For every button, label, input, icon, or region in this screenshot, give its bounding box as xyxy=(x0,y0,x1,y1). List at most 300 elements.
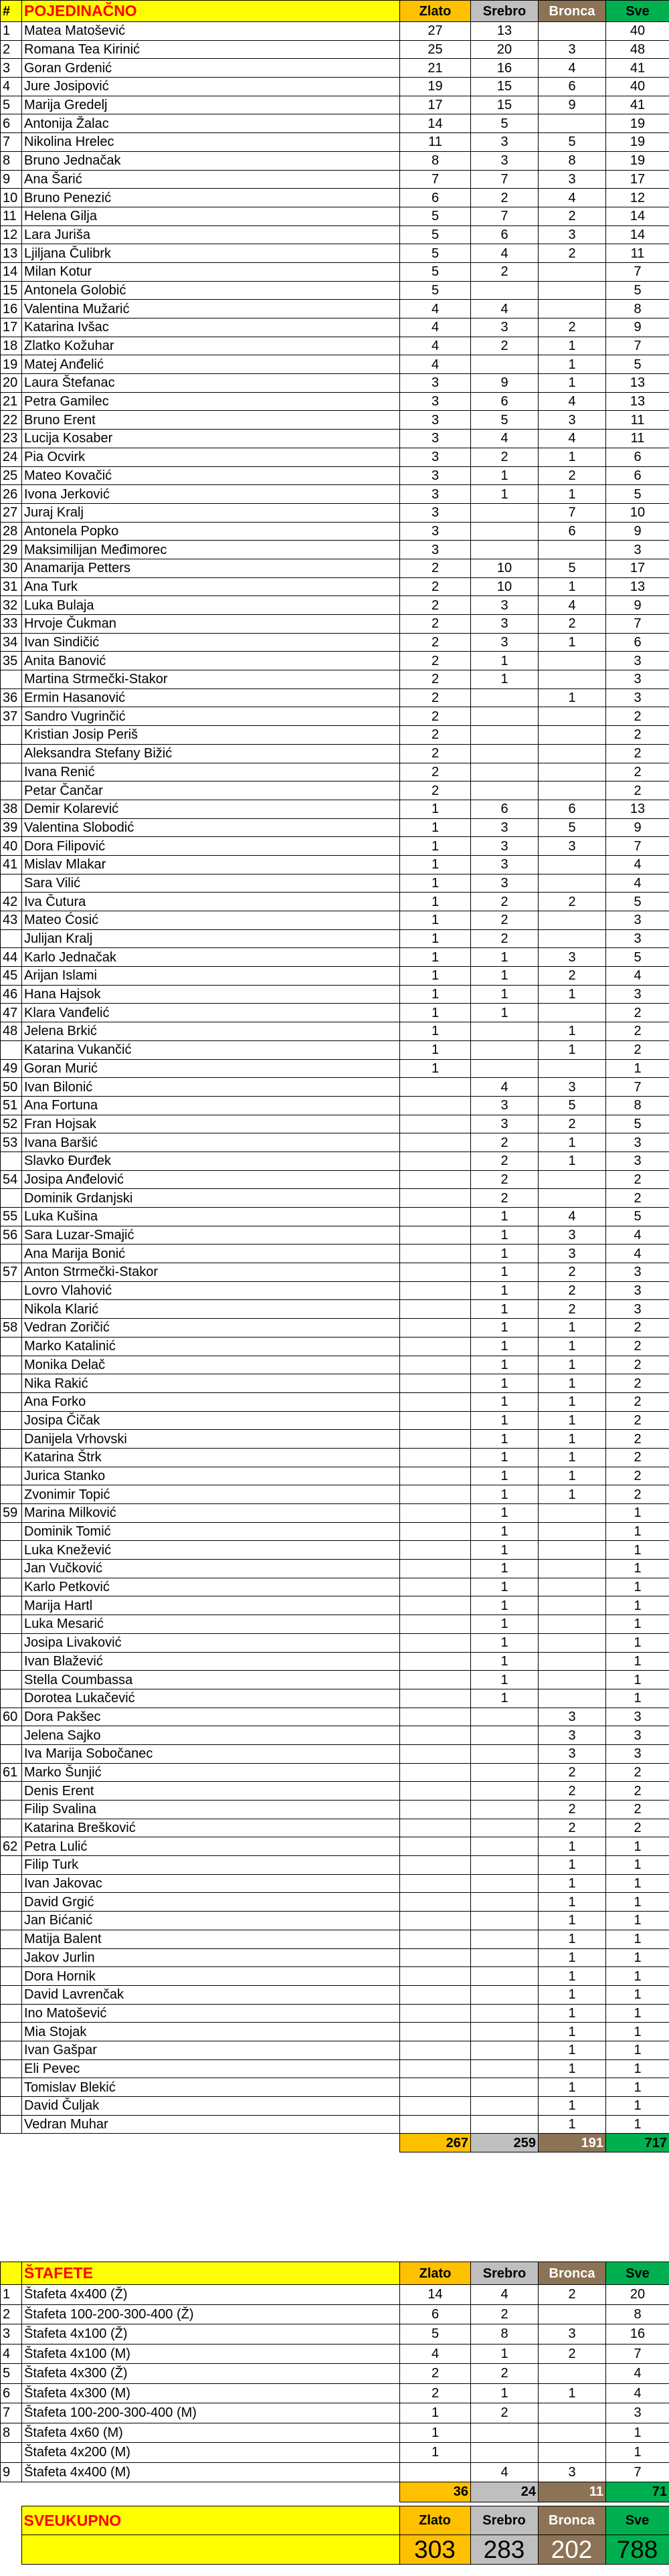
individual-silver-cell: 1 xyxy=(471,1263,539,1282)
individual-gold-cell: 1 xyxy=(400,837,471,856)
individual-rank-cell: 22 xyxy=(1,411,22,430)
overall-bronze-total: 202 xyxy=(538,2535,605,2565)
individual-name-cell: Zvonimir Topić xyxy=(22,1485,400,1504)
individual-row xyxy=(1,1726,669,1745)
relay-header-row xyxy=(1,2262,669,2285)
individual-total-cell: 5 xyxy=(606,1115,669,1133)
individual-rank-cell xyxy=(1,2004,22,2023)
individual-bronze-cell: 2 xyxy=(539,244,606,263)
individual-total-cell: 3 xyxy=(606,985,669,1004)
relay-silver-cell: 1 xyxy=(471,2383,539,2403)
individual-rank-cell xyxy=(1,1893,22,1912)
individual-name-cell: Petra Gamilec xyxy=(22,392,400,411)
individual-gold-cell: 1 xyxy=(400,818,471,837)
individual-gold-cell xyxy=(400,1819,471,1837)
individual-total-cell: 17 xyxy=(606,170,669,189)
individual-bronze-cell: 4 xyxy=(539,596,606,615)
individual-bronze-cell: 1 xyxy=(539,337,606,355)
relay-total-cell: 4 xyxy=(606,2383,669,2403)
individual-row xyxy=(1,985,669,1004)
individual-rank-cell xyxy=(1,1392,22,1411)
individual-name-cell: Kristian Josip Periš xyxy=(22,726,400,745)
individual-gold-cell xyxy=(400,1912,471,1930)
relay-silver-cell: 2 xyxy=(471,2403,539,2423)
individual-silver-cell: 1 xyxy=(471,1633,539,1652)
individual-bronze-cell: 1 xyxy=(539,1448,606,1467)
individual-rank-cell xyxy=(1,1744,22,1763)
individual-name-cell: Marija Hartl xyxy=(22,1596,400,1615)
individual-gold-cell: 1 xyxy=(400,948,471,967)
individual-silver-cell: 1 xyxy=(471,1671,539,1689)
individual-name-cell: Iva Čutura xyxy=(22,893,400,911)
individual-row xyxy=(1,1930,669,1948)
individual-rank-cell: 17 xyxy=(1,318,22,337)
relay-gold-cell: 14 xyxy=(400,2285,471,2305)
individual-gold-total: 267 xyxy=(400,2134,471,2152)
individual-row xyxy=(1,2023,669,2041)
individual-bronze-cell: 1 xyxy=(539,1912,606,1930)
individual-silver-cell: 7 xyxy=(471,170,539,189)
individual-total-cell: 2 xyxy=(606,1485,669,1504)
individual-total-cell: 4 xyxy=(606,1226,669,1245)
individual-row xyxy=(1,207,669,225)
individual-rank-cell xyxy=(1,1819,22,1837)
individual-total-cell: 11 xyxy=(606,411,669,430)
individual-bronze-cell: 1 xyxy=(539,633,606,652)
individual-silver-cell: 1 xyxy=(471,1504,539,1523)
individual-row xyxy=(1,1652,669,1671)
individual-total-cell: 1 xyxy=(606,1948,669,1967)
individual-silver-cell: 1 xyxy=(471,1485,539,1504)
individual-silver-cell: 3 xyxy=(471,818,539,837)
individual-name-cell: David Lavrenčak xyxy=(22,1985,400,2004)
individual-bronze-cell xyxy=(539,1596,606,1615)
individual-total-cell: 2 xyxy=(606,726,669,745)
individual-rank-cell: 13 xyxy=(1,244,22,263)
relay-name-cell: Štafeta 4x100 (Ž) xyxy=(22,2324,400,2344)
individual-total-cell: 3 xyxy=(606,688,669,707)
individual-bronze-cell: 2 xyxy=(539,466,606,485)
individual-name-cell: Jelena Sajko xyxy=(22,1726,400,1745)
individual-row xyxy=(1,2041,669,2059)
individual-name-cell: Ivan Bilonić xyxy=(22,1078,400,1097)
individual-name-cell: Slavko Đurđek xyxy=(22,1152,400,1170)
individual-row xyxy=(1,633,669,652)
individual-row xyxy=(1,1819,669,1837)
individual-total-cell: 5 xyxy=(606,1208,669,1226)
individual-total-cell: 1 xyxy=(606,1633,669,1652)
individual-row xyxy=(1,2004,669,2023)
overall-bronze-header: Bronca xyxy=(538,2506,605,2535)
individual-total-cell: 8 xyxy=(606,300,669,318)
individual-row xyxy=(1,1744,669,1763)
individual-silver-cell: 6 xyxy=(471,800,539,818)
individual-name-cell: Valentina Slobodić xyxy=(22,818,400,837)
individual-rank-cell xyxy=(1,874,22,893)
individual-name-cell: Vedran Zoričić xyxy=(22,1319,400,1338)
individual-bronze-cell: 3 xyxy=(539,1726,606,1745)
individual-silver-cell: 2 xyxy=(471,1170,539,1189)
individual-name-cell: Lovro Vlahović xyxy=(22,1281,400,1300)
relay-name-cell: Štafeta 4x60 (M) xyxy=(22,2423,400,2443)
individual-total-cell: 5 xyxy=(606,948,669,967)
individual-name-cell: Matea Matošević xyxy=(22,22,400,41)
relay-row xyxy=(1,2403,669,2423)
individual-silver-cell: 1 xyxy=(471,1578,539,1596)
individual-silver-cell: 1 xyxy=(471,1652,539,1671)
individual-gold-cell xyxy=(400,1392,471,1411)
individual-gold-cell: 7 xyxy=(400,170,471,189)
individual-total-cell: 6 xyxy=(606,448,669,466)
individual-total-cell: 1 xyxy=(606,1059,669,1078)
individual-total-cell: 13 xyxy=(606,577,669,596)
individual-rank-cell xyxy=(1,1337,22,1356)
individual-gold-cell: 2 xyxy=(400,577,471,596)
relay-rank-cell: 3 xyxy=(1,2324,22,2344)
individual-rank-cell: 28 xyxy=(1,522,22,541)
individual-gold-cell xyxy=(400,1096,471,1115)
individual-name-cell: Ana Marija Bonić xyxy=(22,1245,400,1263)
individual-rank-cell: 24 xyxy=(1,448,22,466)
individual-name-cell: Petar Čančar xyxy=(22,781,400,800)
individual-bronze-cell: 6 xyxy=(539,78,606,96)
individual-silver-cell: 1 xyxy=(471,485,539,504)
individual-bronze-cell: 8 xyxy=(539,151,606,170)
individual-bronze-cell: 1 xyxy=(539,1022,606,1041)
individual-silver-cell xyxy=(471,503,539,522)
individual-total-cell: 1 xyxy=(606,1930,669,1948)
individual-row xyxy=(1,1967,669,1986)
individual-row xyxy=(1,522,669,541)
individual-total-cell: 2 xyxy=(606,763,669,781)
individual-bronze-cell xyxy=(539,1170,606,1189)
individual-bronze-cell: 3 xyxy=(539,411,606,430)
individual-silver-cell xyxy=(471,1819,539,1837)
individual-gold-cell: 2 xyxy=(400,707,471,726)
relay-name-cell: Štafeta 4x300 (Ž) xyxy=(22,2364,400,2384)
individual-rank-cell xyxy=(1,2078,22,2097)
individual-gold-cell: 3 xyxy=(400,522,471,541)
individual-total-cell: 2 xyxy=(606,781,669,800)
individual-row xyxy=(1,1948,669,1967)
individual-silver-cell: 1 xyxy=(471,1281,539,1300)
individual-row xyxy=(1,652,669,670)
individual-total-cell: 5 xyxy=(606,485,669,504)
individual-bronze-cell: 1 xyxy=(539,1133,606,1152)
individual-row xyxy=(1,151,669,170)
individual-total-cell: 8 xyxy=(606,1096,669,1115)
individual-silver-cell xyxy=(471,1856,539,1875)
individual-silver-cell: 3 xyxy=(471,874,539,893)
individual-bronze-cell: 2 xyxy=(539,1115,606,1133)
individual-name-cell: Nikola Klarić xyxy=(22,1300,400,1319)
individual-gold-cell xyxy=(400,1300,471,1319)
individual-name-cell: Mateo Ćosić xyxy=(22,911,400,930)
individual-totals-row xyxy=(1,2134,669,2152)
individual-row xyxy=(1,40,669,59)
individual-gold-cell: 1 xyxy=(400,855,471,874)
individual-name-cell: Demir Kolarević xyxy=(22,800,400,818)
individual-rank-cell xyxy=(1,1726,22,1745)
individual-rank-cell xyxy=(1,1541,22,1560)
relay-total-cell: 20 xyxy=(606,2285,669,2305)
individual-gold-cell xyxy=(400,1374,471,1393)
individual-gold-cell: 4 xyxy=(400,355,471,374)
individual-rank-cell: 36 xyxy=(1,688,22,707)
individual-rank-cell xyxy=(1,726,22,745)
individual-rank-cell xyxy=(1,1985,22,2004)
individual-silver-cell: 1 xyxy=(471,1689,539,1708)
individual-row xyxy=(1,78,669,96)
individual-bronze-cell: 1 xyxy=(539,1856,606,1875)
individual-name-cell: Eli Pevec xyxy=(22,2059,400,2078)
relay-gold-cell xyxy=(400,2462,471,2482)
individual-silver-cell xyxy=(471,1782,539,1801)
individual-name-cell: Ivona Jerković xyxy=(22,485,400,504)
individual-gold-cell: 5 xyxy=(400,281,471,300)
individual-total-cell: 3 xyxy=(606,1133,669,1152)
individual-total-cell: 2 xyxy=(606,1004,669,1022)
individual-row xyxy=(1,1448,669,1467)
individual-bronze-cell: 9 xyxy=(539,96,606,114)
individual-total-cell: 3 xyxy=(606,670,669,689)
individual-gold-cell: 1 xyxy=(400,1022,471,1041)
individual-silver-cell: 3 xyxy=(471,1115,539,1133)
relay-total-cell: 7 xyxy=(606,2344,669,2364)
individual-silver-cell xyxy=(471,1022,539,1041)
individual-rank-cell xyxy=(1,744,22,763)
relay-gold-cell: 6 xyxy=(400,2304,471,2324)
individual-bronze-cell: 3 xyxy=(539,1744,606,1763)
individual-row xyxy=(1,318,669,337)
individual-silver-cell: 4 xyxy=(471,244,539,263)
individual-total-cell: 1 xyxy=(606,1689,669,1708)
relay-rank-cell: 5 xyxy=(1,2364,22,2384)
relay-bronze-cell xyxy=(539,2403,606,2423)
individual-total-cell: 2 xyxy=(606,1189,669,1208)
individual-name-cell: Sara Luzar-Smajić xyxy=(22,1226,400,1245)
individual-silver-cell xyxy=(471,1708,539,1726)
overall-section-title: SVEUKUPNO xyxy=(21,2506,399,2535)
individual-bronze-cell: 2 xyxy=(539,1763,606,1782)
individual-name-cell: Ana Fortuna xyxy=(22,1096,400,1115)
individual-name-cell: Antonela Golobić xyxy=(22,281,400,300)
individual-silver-cell: 15 xyxy=(471,78,539,96)
individual-gold-cell xyxy=(400,2059,471,2078)
individual-row xyxy=(1,1615,669,1634)
individual-name-cell: Filip Svalina xyxy=(22,1801,400,1819)
individual-gold-cell xyxy=(400,1708,471,1726)
individual-row xyxy=(1,1078,669,1097)
individual-row xyxy=(1,1912,669,1930)
individual-row xyxy=(1,707,669,726)
individual-total-cell: 40 xyxy=(606,22,669,41)
individual-total-cell: 2 xyxy=(606,1411,669,1430)
individual-name-cell: Josipa Čičak xyxy=(22,1411,400,1430)
individual-total-cell: 5 xyxy=(606,893,669,911)
individual-bronze-cell: 1 xyxy=(539,1485,606,1504)
relay-rank-cell: 8 xyxy=(1,2423,22,2443)
individual-total-cell: 1 xyxy=(606,2078,669,2097)
individual-silver-cell xyxy=(471,1874,539,1893)
individual-rank-cell xyxy=(1,1967,22,1986)
individual-total-cell: 9 xyxy=(606,818,669,837)
individual-total-cell: 11 xyxy=(606,244,669,263)
individual-bronze-cell: 1 xyxy=(539,374,606,393)
individual-silver-cell: 1 xyxy=(471,1319,539,1338)
individual-silver-cell xyxy=(471,1837,539,1856)
individual-silver-cell: 3 xyxy=(471,615,539,634)
individual-silver-cell: 1 xyxy=(471,948,539,967)
individual-rank-cell: 32 xyxy=(1,596,22,615)
individual-gold-cell xyxy=(400,1763,471,1782)
individual-row xyxy=(1,726,669,745)
individual-bronze-cell: 1 xyxy=(539,1374,606,1393)
individual-name-cell: David Grgić xyxy=(22,1893,400,1912)
individual-silver-cell: 2 xyxy=(471,1152,539,1170)
individual-name-cell: David Čuljak xyxy=(22,2097,400,2116)
individual-rank-cell: 20 xyxy=(1,374,22,393)
individual-rank-cell: 6 xyxy=(1,114,22,133)
individual-total-cell: 2 xyxy=(606,1819,669,1837)
individual-total-cell: 1 xyxy=(606,1856,669,1875)
bronze-header: Bronca xyxy=(539,1,606,22)
individual-row xyxy=(1,744,669,763)
individual-silver-cell: 2 xyxy=(471,448,539,466)
individual-total-cell: 1 xyxy=(606,1596,669,1615)
individual-rank-cell: 61 xyxy=(1,1763,22,1782)
individual-silver-cell: 3 xyxy=(471,633,539,652)
individual-bronze-cell xyxy=(539,1671,606,1689)
individual-total-cell: 3 xyxy=(606,911,669,930)
individual-total-cell: 10 xyxy=(606,503,669,522)
individual-gold-cell xyxy=(400,1652,471,1671)
individual-bronze-cell: 6 xyxy=(539,522,606,541)
individual-gold-cell xyxy=(400,1356,471,1374)
individual-gold-cell: 11 xyxy=(400,133,471,152)
individual-total-cell: 2 xyxy=(606,707,669,726)
individual-total-cell: 2 xyxy=(606,1356,669,1374)
individual-bronze-cell: 6 xyxy=(539,800,606,818)
individual-name-cell: Katarina Vukančić xyxy=(22,1040,400,1059)
individual-gold-cell xyxy=(400,1578,471,1596)
individual-total-cell: 1 xyxy=(606,1874,669,1893)
individual-total-cell: 5 xyxy=(606,355,669,374)
individual-row xyxy=(1,948,669,967)
individual-gold-cell xyxy=(400,1985,471,2004)
relay-bronze-cell xyxy=(539,2304,606,2324)
individual-rank-cell xyxy=(1,1300,22,1319)
individual-silver-cell: 4 xyxy=(471,1078,539,1097)
individual-rank-cell: 50 xyxy=(1,1078,22,1097)
individual-silver-cell: 1 xyxy=(471,1300,539,1319)
individual-name-cell: Anamarija Petters xyxy=(22,559,400,577)
individual-name-cell: Luka Bulaja xyxy=(22,596,400,615)
individual-rank-cell: 26 xyxy=(1,485,22,504)
individual-gold-cell: 1 xyxy=(400,800,471,818)
relay-row xyxy=(1,2285,669,2305)
individual-rank-cell: 35 xyxy=(1,652,22,670)
individual-name-cell: Goran Grdenić xyxy=(22,59,400,78)
individual-rank-cell xyxy=(1,781,22,800)
individual-rank-cell xyxy=(1,1356,22,1374)
individual-gold-cell: 2 xyxy=(400,615,471,634)
individual-total-cell: 2 xyxy=(606,1337,669,1356)
individual-gold-cell: 3 xyxy=(400,503,471,522)
relay-bronze-cell: 3 xyxy=(539,2324,606,2344)
individual-gold-cell: 14 xyxy=(400,114,471,133)
individual-name-cell: Katarina Brešković xyxy=(22,1819,400,1837)
individual-silver-cell xyxy=(471,2078,539,2097)
individual-name-cell: Juraj Kralj xyxy=(22,503,400,522)
individual-name-cell: Petra Lulić xyxy=(22,1837,400,1856)
individual-name-cell: Antonela Popko xyxy=(22,522,400,541)
individual-rank-cell: 8 xyxy=(1,151,22,170)
individual-gold-cell: 19 xyxy=(400,78,471,96)
individual-total-cell: 13 xyxy=(606,374,669,393)
individual-silver-cell: 2 xyxy=(471,189,539,207)
individual-total-cell: 2 xyxy=(606,1170,669,1189)
individual-rank-cell: 46 xyxy=(1,985,22,1004)
individual-bronze-cell xyxy=(539,707,606,726)
individual-bronze-cell: 2 xyxy=(539,1281,606,1300)
individual-rank-cell: 33 xyxy=(1,615,22,634)
individual-name-cell: Josipa Livaković xyxy=(22,1633,400,1652)
individual-name-cell: Jan Vučković xyxy=(22,1560,400,1578)
individual-total-cell: 3 xyxy=(606,1281,669,1300)
relay-total-total: 71 xyxy=(606,2482,669,2502)
relay-row xyxy=(1,2304,669,2324)
individual-gold-cell: 3 xyxy=(400,466,471,485)
individual-name-cell: Jurica Stanko xyxy=(22,1467,400,1485)
individual-total-cell: 19 xyxy=(606,133,669,152)
individual-name-cell: Ivana Baršić xyxy=(22,1133,400,1152)
individual-rank-cell: 3 xyxy=(1,59,22,78)
individual-rank-cell: 9 xyxy=(1,170,22,189)
individual-row xyxy=(1,781,669,800)
relay-name-cell: Štafeta 4x100 (M) xyxy=(22,2344,400,2364)
individual-bronze-cell: 1 xyxy=(539,577,606,596)
individual-bronze-cell: 5 xyxy=(539,818,606,837)
individual-row xyxy=(1,1263,669,1282)
individual-row xyxy=(1,1689,669,1708)
individual-bronze-cell: 3 xyxy=(539,225,606,244)
individual-rank-cell xyxy=(1,1652,22,1671)
overall-total-header: Sve xyxy=(605,2506,669,2535)
individual-rank-cell xyxy=(1,1374,22,1393)
individual-bronze-cell: 5 xyxy=(539,133,606,152)
relay-row xyxy=(1,2383,669,2403)
individual-bronze-cell: 3 xyxy=(539,1708,606,1726)
individual-total-cell: 2 xyxy=(606,1319,669,1338)
individual-silver-cell xyxy=(471,541,539,559)
individual-silver-cell xyxy=(471,1967,539,1986)
individual-bronze-cell: 3 xyxy=(539,1245,606,1263)
relay-row xyxy=(1,2324,669,2344)
relay-rank-cell: 6 xyxy=(1,2383,22,2403)
individual-name-cell: Laura Štefanac xyxy=(22,374,400,393)
individual-silver-cell: 2 xyxy=(471,1133,539,1152)
relay-silver-cell: 2 xyxy=(471,2364,539,2384)
individual-gold-cell xyxy=(400,1281,471,1300)
individual-row xyxy=(1,893,669,911)
relay-name-cell: Štafeta 4x200 (M) xyxy=(22,2443,400,2463)
relay-rank-cell: 2 xyxy=(1,2304,22,2324)
individual-row xyxy=(1,541,669,559)
individual-name-cell: Ivan Sindičić xyxy=(22,633,400,652)
individual-name-cell: Jure Josipović xyxy=(22,78,400,96)
individual-rank-cell: 53 xyxy=(1,1133,22,1152)
